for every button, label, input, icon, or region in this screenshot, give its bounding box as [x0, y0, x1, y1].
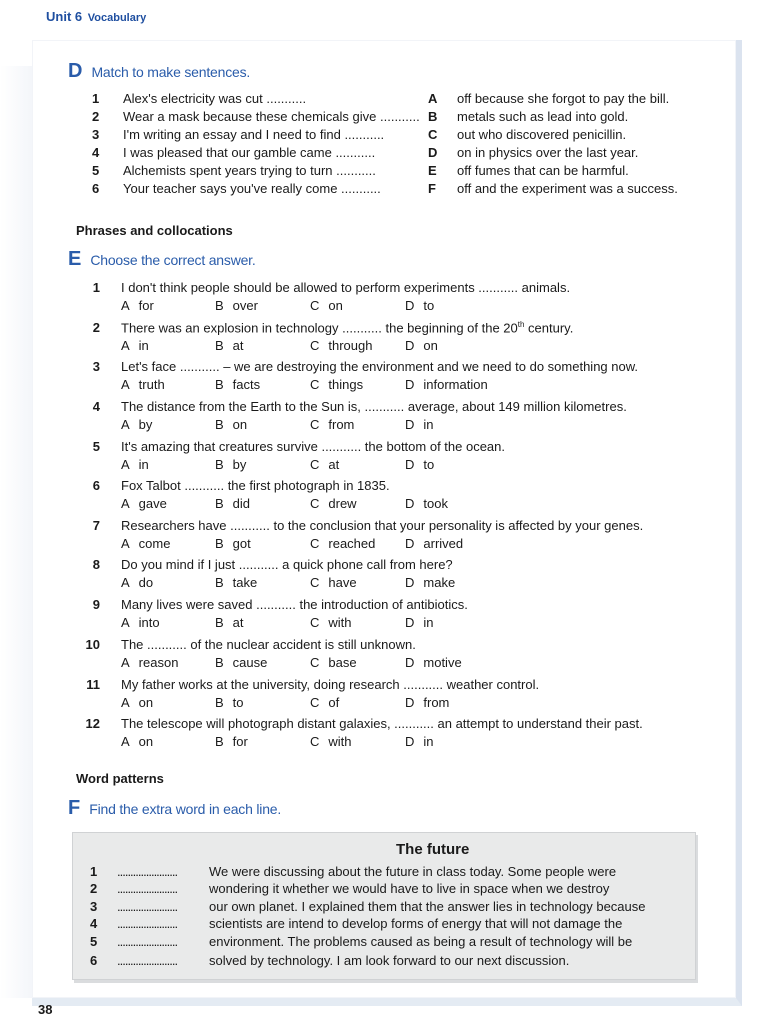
option-text: from — [423, 695, 450, 710]
option-letter: C — [310, 536, 320, 551]
option-letter: C — [310, 734, 320, 749]
option-letter: C — [310, 496, 320, 511]
question-text: The telescope will photograph distant galaxies, ........... an attempt to understand their past. — [121, 716, 643, 731]
option-text: for — [232, 734, 248, 749]
answer-option[interactable] — [121, 377, 165, 392]
option-letter: D — [405, 655, 415, 670]
option-text: on — [328, 298, 343, 313]
question-text — [121, 320, 573, 335]
option-letter: C — [310, 298, 320, 313]
question-number: 12 — [85, 716, 100, 731]
answer-option[interactable] — [310, 377, 363, 392]
answer-option[interactable] — [121, 615, 160, 630]
option-letter: C — [310, 417, 320, 432]
unit-label: Unit 6 — [46, 9, 83, 24]
option-text: arrived — [423, 536, 464, 551]
option-letter: D — [405, 496, 415, 511]
option-letter: A — [121, 496, 130, 511]
section-e-heading — [68, 248, 256, 271]
option-letter: B — [215, 734, 224, 749]
option-letter: D — [405, 457, 415, 472]
option-text: by — [232, 457, 247, 472]
option-letter: B — [215, 536, 224, 551]
text-line — [0, 864, 768, 882]
answer-option[interactable] — [215, 615, 244, 630]
answer-option[interactable] — [405, 575, 455, 590]
answer-option[interactable] — [215, 655, 267, 670]
question-text-part: century. — [524, 320, 574, 336]
answer-option[interactable] — [310, 338, 372, 353]
question-number: 10 — [85, 637, 100, 652]
question-text: I don't think people should be allowed to perform experiments ........... animals. — [121, 280, 571, 295]
answer-option[interactable] — [405, 615, 434, 630]
answer-blank[interactable]: ....................... — [117, 881, 178, 896]
section-e-title: Choose the correct answer. — [90, 252, 256, 268]
answer-option[interactable] — [405, 496, 448, 511]
answer-option[interactable] — [121, 734, 153, 749]
question-text: Do you mind if I just ........... a quick phone call from here? — [121, 557, 453, 572]
answer-option[interactable] — [310, 655, 357, 670]
question-text: Let's face ........... – we are destroying the environment and we need to do something now. — [121, 359, 639, 374]
option-letter: B — [215, 417, 224, 432]
answer-option[interactable] — [215, 377, 260, 392]
option-letter: A — [121, 417, 130, 432]
match-letter: D — [428, 145, 438, 160]
answer-option[interactable] — [121, 655, 178, 670]
section-f-letter: F — [68, 797, 81, 819]
option-letter: B — [215, 298, 224, 313]
question-text: My father works at the university, doing research ........... weather control. — [121, 677, 540, 692]
option-text: in — [423, 615, 434, 630]
match-row — [0, 181, 768, 199]
ordinal-suffix: th — [517, 320, 525, 329]
option-letter: A — [121, 536, 130, 551]
question-text: The ........... of the nuclear accident is still unknown. — [121, 637, 416, 652]
match-letter: A — [428, 91, 438, 106]
answer-blank[interactable]: ....................... — [117, 864, 178, 879]
option-letter: B — [215, 457, 224, 472]
match-sentence-ending: off because she forgot to pay the bill. — [457, 91, 670, 106]
option-text: take — [232, 575, 258, 590]
option-letter: D — [405, 734, 415, 749]
option-text: on — [232, 417, 248, 432]
answer-blank[interactable]: ....................... — [117, 916, 178, 931]
option-letter: A — [121, 457, 130, 472]
option-letter: D — [405, 338, 415, 353]
phrases-heading: Phrases and collocations — [76, 223, 233, 238]
answer-option[interactable] — [121, 695, 153, 710]
line-number: 3 — [90, 899, 98, 914]
option-text: cause — [232, 655, 268, 670]
match-letter: F — [428, 181, 436, 196]
answer-option[interactable] — [215, 496, 250, 511]
unit-header — [46, 9, 146, 24]
line-number: 4 — [90, 916, 98, 931]
answer-option[interactable] — [215, 338, 244, 353]
match-number: 4 — [92, 145, 100, 160]
answer-option[interactable] — [121, 338, 149, 353]
match-sentence-start: I'm writing an essay and I need to find ........... — [123, 127, 385, 142]
option-letter: D — [405, 536, 415, 551]
option-text: over — [232, 298, 258, 313]
option-letter: C — [310, 338, 320, 353]
answer-option[interactable] — [121, 457, 149, 472]
section-f-heading — [68, 797, 281, 820]
option-letter: C — [310, 575, 320, 590]
answer-option[interactable] — [405, 695, 449, 710]
answer-option[interactable] — [215, 536, 251, 551]
answer-option[interactable] — [310, 417, 354, 432]
question-number: 9 — [92, 597, 100, 612]
match-number: 5 — [92, 163, 100, 178]
answer-option[interactable] — [121, 298, 154, 313]
question-text: Fox Talbot ........... the first photograph in 1835. — [121, 478, 390, 493]
option-letter: B — [215, 496, 224, 511]
option-letter: B — [215, 695, 224, 710]
answer-option[interactable] — [215, 298, 258, 313]
option-text: on — [423, 338, 438, 353]
section-d-title: Match to make sentences. — [91, 64, 251, 80]
match-number: 3 — [92, 127, 100, 142]
line-number: 5 — [90, 934, 98, 949]
answer-option[interactable] — [405, 338, 438, 353]
match-sentence-start: Your teacher says you've really come ........... — [123, 181, 381, 196]
answer-option[interactable] — [121, 417, 152, 432]
answer-option[interactable] — [310, 615, 352, 630]
word-patterns-heading: Word patterns — [76, 771, 164, 786]
option-text: at — [232, 615, 244, 630]
question-text-part: There was an explosion in technology ........... the beginning of the 20 — [121, 320, 518, 336]
option-text: information — [423, 377, 488, 392]
option-text: to — [423, 457, 435, 472]
option-letter: B — [215, 655, 224, 670]
page-edge — [0, 66, 32, 998]
answer-option[interactable] — [405, 298, 434, 313]
option-text: things — [328, 377, 364, 392]
option-text: by — [138, 417, 153, 432]
option-text: got — [232, 536, 251, 551]
line-number: 6 — [90, 953, 98, 968]
answer-blank[interactable]: ....................... — [117, 934, 178, 949]
match-row — [0, 91, 768, 109]
option-text: come — [138, 536, 171, 551]
option-text: at — [232, 338, 244, 353]
answer-option[interactable] — [121, 575, 153, 590]
text-line — [0, 934, 768, 952]
option-text: drew — [328, 496, 357, 511]
option-letter: D — [405, 298, 415, 313]
match-sentence-start: I was pleased that our gamble came ........... — [123, 145, 376, 160]
option-text: on — [138, 695, 154, 710]
match-letter: E — [428, 163, 437, 178]
text-line — [0, 899, 768, 917]
line-number: 1 — [90, 864, 98, 879]
option-text: with — [328, 615, 352, 630]
option-letter: D — [405, 575, 415, 590]
option-letter: A — [121, 734, 130, 749]
option-text: through — [328, 338, 373, 353]
option-letter: C — [310, 695, 320, 710]
answer-option[interactable] — [121, 536, 170, 551]
option-letter: B — [215, 615, 224, 630]
option-text: with — [328, 734, 352, 749]
option-letter: D — [405, 695, 415, 710]
option-text: did — [232, 496, 251, 511]
question-number: 3 — [92, 359, 100, 374]
section-d-heading — [68, 60, 250, 83]
option-text: at — [328, 457, 340, 472]
question-number: 8 — [92, 557, 100, 572]
the-future-title: The future — [396, 841, 470, 858]
answer-option[interactable] — [405, 734, 434, 749]
option-text: gave — [138, 496, 167, 511]
question-text: Many lives were saved ........... the introduction of antibiotics. — [121, 597, 468, 612]
answer-option[interactable] — [310, 575, 357, 590]
line-text: environment. The problems caused as being a result of technology will be — [209, 934, 633, 949]
option-letter: C — [310, 377, 320, 392]
match-letter: C — [428, 127, 438, 142]
answer-option[interactable] — [310, 496, 357, 511]
option-text: do — [138, 575, 154, 590]
option-letter: C — [310, 655, 320, 670]
question-number: 4 — [92, 399, 100, 414]
answer-option[interactable] — [215, 695, 244, 710]
option-text: took — [423, 496, 448, 511]
answer-option[interactable] — [121, 496, 167, 511]
question-text: The distance from the Earth to the Sun is, ........... average, about 149 million kilometres. — [121, 399, 627, 414]
line-text: wondering it whether we would have to live in space when we destroy — [209, 881, 610, 896]
answer-option[interactable] — [215, 734, 248, 749]
section-e-letter: E — [68, 248, 82, 270]
answer-blank[interactable]: ....................... — [117, 953, 178, 968]
option-text: on — [138, 734, 154, 749]
answer-option[interactable] — [405, 655, 462, 670]
option-text: motive — [423, 655, 462, 670]
match-sentence-ending: off and the experiment was a success. — [457, 181, 678, 196]
option-letter: B — [215, 575, 224, 590]
match-sentence-start: Alex's electricity was cut ........... — [123, 91, 307, 106]
option-text: from — [328, 417, 355, 432]
option-text: into — [138, 615, 160, 630]
option-letter: A — [121, 695, 130, 710]
answer-option[interactable] — [310, 298, 343, 313]
unit-topic: Vocabulary — [87, 12, 147, 24]
option-letter: D — [405, 377, 415, 392]
option-text: make — [423, 575, 456, 590]
option-text: reached — [328, 536, 376, 551]
answer-option[interactable] — [310, 734, 352, 749]
option-letter: A — [121, 575, 130, 590]
answer-blank[interactable]: ....................... — [117, 899, 178, 914]
option-letter: B — [215, 338, 224, 353]
option-letter: A — [121, 615, 130, 630]
answer-option[interactable] — [215, 575, 257, 590]
option-letter: A — [121, 298, 130, 313]
section-f-title: Find the extra word in each line. — [89, 801, 282, 817]
answer-option[interactable] — [405, 417, 434, 432]
line-text: solved by technology. I am look forward to our next discussion. — [209, 953, 570, 968]
match-sentence-ending: off fumes that can be harmful. — [457, 163, 629, 178]
match-row — [0, 163, 768, 181]
section-d-letter: D — [68, 60, 83, 82]
match-sentence-start: Wear a mask because these chemicals give ........... — [123, 109, 420, 124]
option-letter: D — [405, 417, 415, 432]
line-number: 2 — [90, 881, 98, 896]
option-letter: A — [121, 338, 130, 353]
match-sentence-ending: out who discovered penicillin. — [457, 127, 627, 142]
question-text: It's amazing that creatures survive ........... the bottom of the ocean. — [121, 439, 506, 454]
option-text: for — [138, 298, 154, 313]
option-letter: A — [121, 655, 130, 670]
option-letter: B — [215, 377, 224, 392]
option-letter: C — [310, 457, 320, 472]
line-text: our own planet. I explained them that the answer lies in technology because — [209, 899, 646, 914]
option-text: of — [328, 695, 340, 710]
option-text: to — [232, 695, 244, 710]
answer-option[interactable] — [405, 457, 434, 472]
match-letter: B — [428, 109, 438, 124]
match-sentence-start: Alchemists spent years trying to turn ........... — [123, 163, 376, 178]
option-letter: A — [121, 377, 130, 392]
option-text: in — [138, 338, 149, 353]
answer-option[interactable] — [405, 536, 463, 551]
match-number: 2 — [92, 109, 100, 124]
question-number: 7 — [92, 518, 100, 533]
option-text: to — [423, 298, 435, 313]
question-text: Researchers have ........... to the conclusion that your personality is affected by your genes. — [121, 518, 644, 533]
question-number: 5 — [92, 439, 100, 454]
option-text: base — [328, 655, 357, 670]
answer-option[interactable] — [310, 695, 339, 710]
question-number: 1 — [92, 280, 100, 295]
match-row — [0, 109, 768, 127]
match-row — [0, 145, 768, 163]
answer-option[interactable] — [310, 536, 375, 551]
text-line — [0, 953, 768, 971]
question-number: 11 — [86, 677, 100, 692]
match-row — [0, 127, 768, 145]
answer-option[interactable] — [405, 377, 488, 392]
text-line — [0, 916, 768, 934]
option-text: in — [423, 734, 434, 749]
option-text: truth — [138, 377, 165, 392]
option-text: in — [423, 417, 434, 432]
question-number: 6 — [92, 478, 100, 493]
answer-option[interactable] — [310, 457, 339, 472]
line-text: We were discussing about the future in class today. Some people were — [209, 864, 617, 879]
answer-option[interactable] — [215, 457, 246, 472]
option-text: facts — [232, 377, 261, 392]
option-text: in — [138, 457, 149, 472]
option-text: reason — [138, 655, 179, 670]
text-line — [0, 881, 768, 899]
option-letter: C — [310, 615, 320, 630]
question-number: 2 — [92, 320, 100, 335]
match-number: 6 — [92, 181, 100, 196]
option-letter: D — [405, 615, 415, 630]
option-text: have — [328, 575, 357, 590]
page-number: 38 — [38, 1002, 53, 1017]
match-number: 1 — [92, 91, 100, 106]
line-text: scientists are intend to develop forms of energy that will not damage the — [209, 916, 623, 931]
answer-option[interactable] — [215, 417, 247, 432]
match-sentence-ending: metals such as lead into gold. — [457, 109, 629, 124]
match-sentence-ending: on in physics over the last year. — [457, 145, 639, 160]
